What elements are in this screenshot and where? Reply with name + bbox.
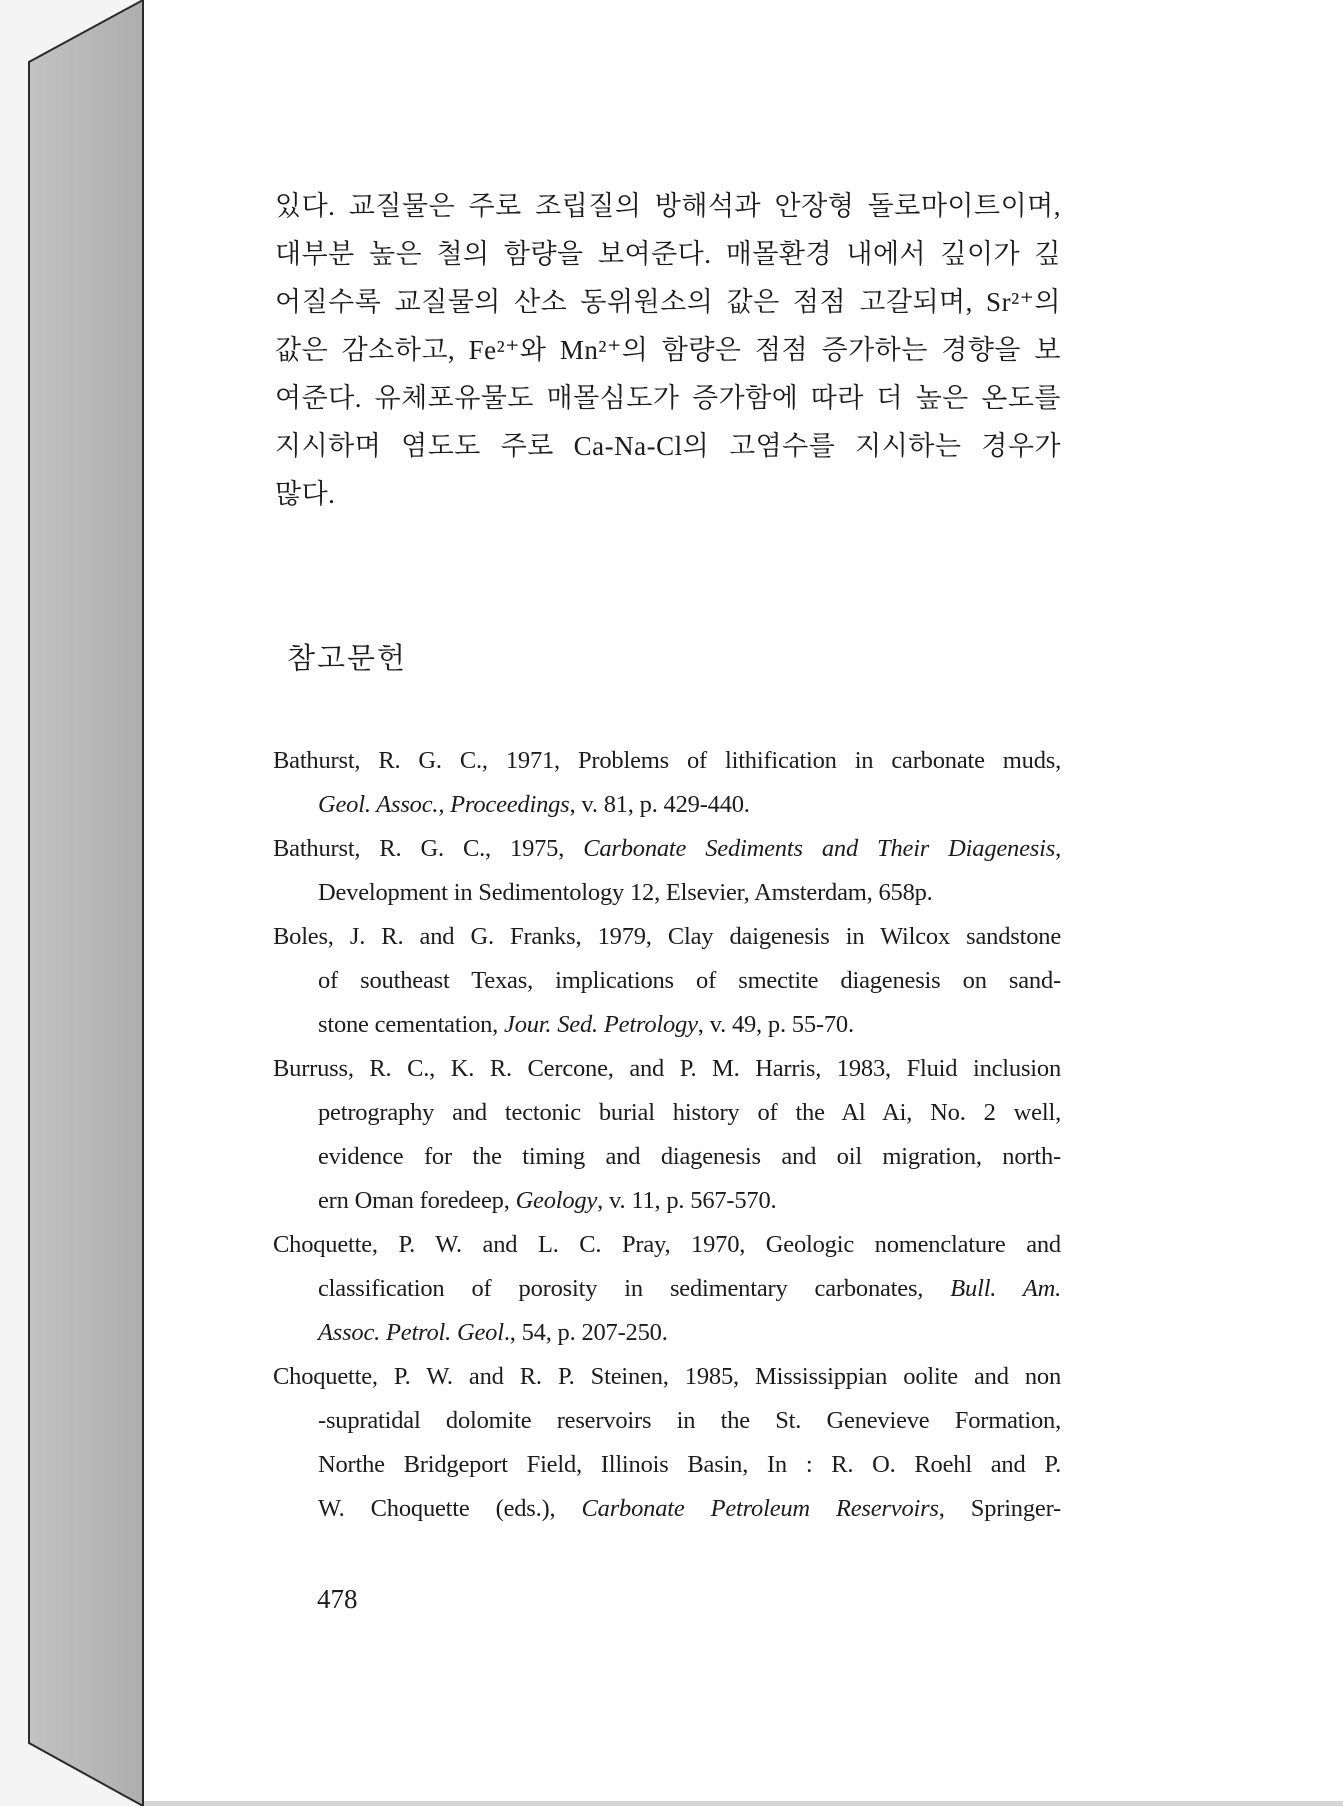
reference-line: of southeast Texas, implications of smectite diagenesis on sand- (318, 967, 1061, 994)
reference-line: classification of porosity in sedimentary carbonates, Bull. Am. (318, 1275, 1061, 1302)
page-bottom-edge (142, 1801, 1343, 1806)
book-edge-shape (29, 0, 143, 1806)
paragraph-line: 여준다. 유체포유물도 매몰심도가 증가함에 따라 더 높은 온도를 (275, 383, 1061, 413)
references-list (273, 739, 1061, 1531)
reference-line: stone cementation, Jour. Sed. Petrology, v. 49, p. 55-70. (318, 1011, 854, 1038)
reference-line: Choquette, P. W. and L. C. Pray, 1970, Geologic nomenclature and (273, 1231, 1061, 1258)
reference-line: -supratidal dolomite reservoirs in the St. Genevieve Formation, (318, 1407, 1061, 1434)
reference-line: evidence for the timing and diagenesis and oil migration, north- (318, 1143, 1061, 1170)
paragraph-line: 값은 감소하고, Fe²⁺와 Mn²⁺의 함량은 점점 증가하는 경향을 보 (275, 335, 1061, 365)
reference-line: Bathurst, R. G. C., 1971, Problems of lithification in carbonate muds, (273, 747, 1061, 774)
page-number: 478 (317, 1584, 358, 1614)
paragraph-line: 어질수록 교질물의 산소 동위원소의 값은 점점 고갈되며, Sr²⁺의 (275, 287, 1061, 317)
references-heading: 참고문헌 (287, 643, 408, 675)
paragraph-line: 대부분 높은 철의 함량을 보여준다. 매몰환경 내에서 깊이가 깊 (275, 239, 1061, 269)
reference-line: W. Choquette (eds.), Carbonate Petroleum Reservoirs, Springer- (318, 1495, 1062, 1522)
paragraph-line: 지시하며 염도도 주로 Ca-Na-Cl의 고염수를 지시하는 경우가 (275, 431, 1061, 461)
reference-line: ern Oman foredeep, Geology, v. 11, p. 567-570. (318, 1187, 777, 1214)
paragraph-line: 있다. 교질물은 주로 조립질의 방해석과 안장형 돌로마이트이며, (275, 191, 1061, 221)
reference-line: Development in Sedimentology 12, Elsevier, Amsterdam, 658p. (318, 879, 933, 906)
reference-line: Bathurst, R. G. C., 1975, Carbonate Sediments and Their Diagenesis, (273, 835, 1061, 862)
reference-line: Northe Bridgeport Field, Illinois Basin, In : R. O. Roehl and P. (318, 1451, 1061, 1478)
reference-line: Burruss, R. C., K. R. Cercone, and P. M. Harris, 1983, Fluid inclusion (273, 1055, 1061, 1082)
reference-line: petrography and tectonic burial history of the Al Ai, No. 2 well, (318, 1099, 1061, 1126)
book-edge (0, 0, 146, 1806)
korean-paragraph (275, 182, 1061, 518)
paragraph-line: 많다. (275, 479, 336, 509)
reference-line: Geol. Assoc., Proceedings, v. 81, p. 429-440. (318, 791, 750, 818)
reference-line: Assoc. Petrol. Geol., 54, p. 207-250. (318, 1319, 668, 1346)
reference-line: Boles, J. R. and G. Franks, 1979, Clay daigenesis in Wilcox sandstone (273, 923, 1061, 950)
reference-line: Choquette, P. W. and R. P. Steinen, 1985, Mississippian oolite and non (273, 1363, 1061, 1390)
